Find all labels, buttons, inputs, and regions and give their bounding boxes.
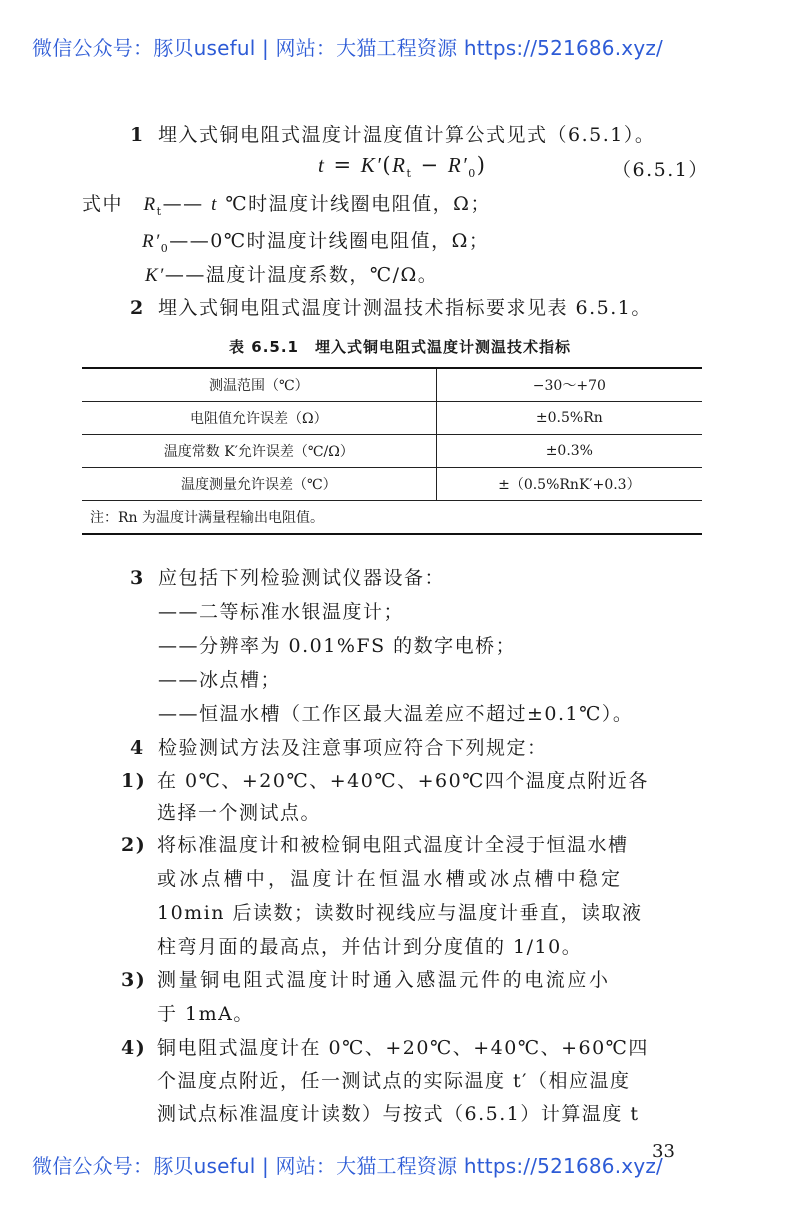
sub-item-line: 于 1mA。	[157, 1003, 254, 1025]
list-item: ——分辨率为 0.01%FS 的数字电桥；	[158, 635, 517, 657]
formula-rsub: t	[406, 167, 413, 181]
sub-item-1	[121, 766, 649, 793]
sub-item-line: 测试点标准温度计读数）与按式（6.5.1）计算温度 t	[157, 1103, 640, 1125]
dash: ——	[162, 193, 212, 215]
symbol-sub: t	[156, 204, 163, 218]
item-number: 2	[130, 297, 145, 319]
where-k	[145, 260, 438, 287]
symbol: R′	[142, 231, 161, 252]
table-row	[82, 402, 702, 435]
where-rt	[82, 189, 491, 218]
page-number: 33	[652, 1141, 675, 1162]
spec-table	[82, 367, 702, 535]
item-3	[130, 563, 445, 590]
formula	[318, 153, 486, 180]
list-item: ——冰点槽；	[158, 669, 282, 691]
formula-paren: (	[382, 153, 393, 177]
sub-item-2	[121, 830, 629, 857]
description: ——0℃时温度计线圈电阻值，Ω；	[169, 230, 490, 252]
sub-item-line: 铜电阻式温度计在 0℃、+20℃、+40℃、+60℃四	[157, 1037, 649, 1059]
table-row	[82, 435, 702, 468]
sub-item-line: 柱弯月面的最高点，并估计到分度值的 1/10。	[157, 936, 583, 958]
table-cell: ±0.5%Rn	[436, 402, 702, 435]
sub-item-line: 测量铜电阻式温度计时通入感温元件的电流应小	[157, 969, 611, 991]
sub-item-number: 1)	[121, 770, 147, 792]
item-text: 检验测试方法及注意事项应符合下列规定：	[158, 737, 548, 759]
item-number: 1	[130, 124, 145, 146]
symbol-sub: 0	[160, 241, 170, 255]
table-cell: 测温范围（℃）	[82, 368, 436, 402]
sub-item-line: 或冰点槽中，温度计在恒温水槽或冰点槽中稳定	[157, 868, 624, 890]
item-text: 埋入式铜电阻式温度计测温技术指标要求见表 6.5.1。	[158, 297, 652, 319]
sub-item-line: 个温度点附近，任一测试点的实际温度 t′（相应温度	[157, 1070, 631, 1092]
list-item: ——恒温水槽（工作区最大温差应不超过±0.1℃）。	[158, 703, 634, 725]
table-cell: ±0.3%	[436, 435, 702, 468]
sub-item-number: 2)	[121, 834, 147, 856]
symbol: K′	[145, 265, 165, 286]
item-1	[130, 120, 655, 147]
watermark-bottom: 微信公众号：豚贝useful | 网站：大猫工程资源 https://521686.xyz/	[32, 1154, 663, 1178]
sub-item-3	[121, 965, 611, 992]
formula-k: K′	[360, 153, 383, 177]
table-note: 注：Rn 为温度计满量程输出电阻值。	[82, 501, 702, 535]
symbol: R	[143, 194, 157, 215]
table-row	[82, 368, 702, 402]
formula-paren: )	[476, 153, 487, 177]
formula-t: t	[318, 153, 326, 177]
table-row	[82, 468, 702, 501]
where-r0	[142, 226, 489, 255]
item-number: 4	[130, 737, 145, 759]
sub-item-line: 在 0℃、+20℃、+40℃、+60℃四个温度点附近各	[157, 770, 649, 792]
item-number: 3	[130, 567, 145, 589]
sub-item-line: 将标准温度计和被检铜电阻式温度计全浸于恒温水槽	[157, 834, 629, 856]
formula-minus: −	[412, 153, 448, 177]
table-cell: ±（0.5%RnK′+0.3）	[436, 468, 702, 501]
description: ——温度计温度系数，℃/Ω。	[164, 264, 439, 286]
sub-item-line: 选择一个测试点。	[157, 802, 322, 824]
table-cell: 电阻值允许误差（Ω）	[82, 402, 436, 435]
where-label: 式中	[82, 193, 124, 215]
item-2	[130, 293, 652, 320]
formula-r0sub: 0	[468, 167, 477, 181]
table-title: 表 6.5.1 埋入式铜电阻式温度计测温技术指标	[229, 338, 571, 356]
item-text: 应包括下列检验测试仪器设备：	[158, 567, 446, 589]
description: ℃时温度计线圈电阻值，Ω；	[217, 193, 491, 215]
watermark-top: 微信公众号：豚贝useful | 网站：大猫工程资源 https://521686.xyz/	[32, 36, 663, 60]
sub-item-line: 10min 后读数；读数时视线应与温度计垂直，读取液	[157, 902, 643, 924]
symbol: t	[211, 194, 218, 215]
formula-r: R	[392, 153, 407, 177]
sub-item-number: 4)	[121, 1037, 147, 1059]
formula-eq: =	[325, 153, 361, 177]
item-4	[130, 733, 548, 760]
list-item: ——二等标准水银温度计；	[158, 601, 405, 623]
formula-ref: （6.5.1）	[612, 159, 709, 181]
formula-r0: R′	[447, 153, 469, 177]
sub-item-number: 3)	[121, 969, 147, 991]
item-text: 埋入式铜电阻式温度计温度值计算公式见式（6.5.1）。	[158, 124, 656, 146]
table-cell: 温度测量允许误差（℃）	[82, 468, 436, 501]
table-cell: 温度常数 K′允许误差（℃/Ω）	[82, 435, 436, 468]
sub-item-4	[121, 1033, 649, 1060]
table-note-row	[82, 501, 702, 535]
table-cell: −30～+70	[436, 368, 702, 402]
